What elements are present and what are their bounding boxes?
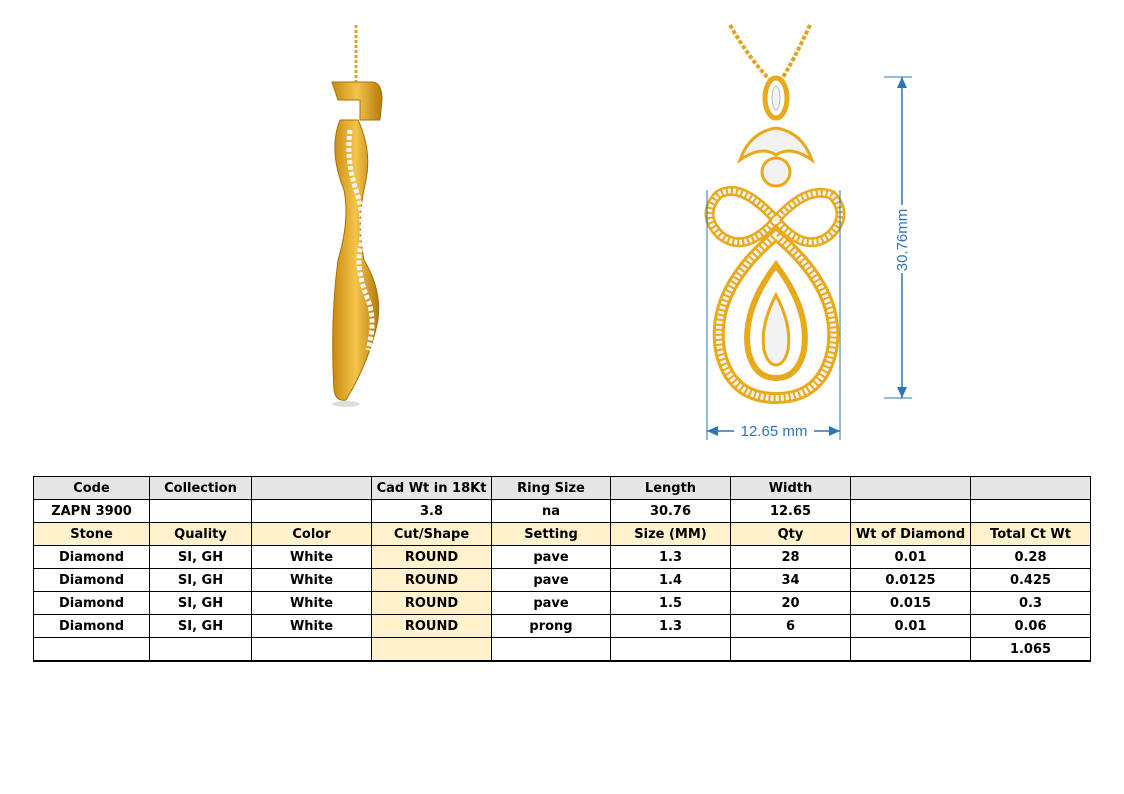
height-dimension-label: 30.76mm (894, 208, 911, 272)
header-cell: Cad Wt in 18Kt (372, 477, 492, 500)
table-cell: ROUND (372, 546, 492, 569)
table-cell: 0.01 (851, 546, 971, 569)
table-cell: 20 (731, 592, 851, 615)
table-cell: Diamond (34, 546, 150, 569)
table-cell (252, 500, 372, 523)
table-cell: White (252, 592, 372, 615)
table-cell: ROUND (372, 615, 492, 638)
table-row (34, 569, 1091, 592)
table-cell (851, 638, 971, 662)
header-cell: Wt of Diamond (851, 523, 971, 546)
width-dimension-label: 12.65 mm (740, 423, 808, 440)
table-row (34, 592, 1091, 615)
table-cell: SI, GH (150, 615, 252, 638)
table-cell: 28 (731, 546, 851, 569)
table-cell: Diamond (34, 615, 150, 638)
table-cell (150, 500, 252, 523)
header-cell: Ring Size (492, 477, 611, 500)
table-cell: ROUND (372, 592, 492, 615)
table-cell: 0.28 (971, 546, 1091, 569)
table-cell: Diamond (34, 569, 150, 592)
pendant-front-view-image (690, 20, 920, 445)
table-cell: pave (492, 546, 611, 569)
table-info-row (34, 500, 1091, 523)
table-cell: SI, GH (150, 546, 252, 569)
table-cell (150, 638, 252, 662)
table-cell: Diamond (34, 592, 150, 615)
pendant-side-view-image (320, 20, 400, 410)
table-cell: 1.4 (611, 569, 731, 592)
table-cell: 0.425 (971, 569, 1091, 592)
header-cell (971, 477, 1091, 500)
table-cell (492, 638, 611, 662)
table-cell: 1.3 (611, 546, 731, 569)
table-cell: 12.65 (731, 500, 851, 523)
header-cell: Length (611, 477, 731, 500)
total-ct-wt-cell: 1.065 (971, 638, 1091, 662)
table-cell: 0.0125 (851, 569, 971, 592)
table-cell: 0.06 (971, 615, 1091, 638)
table-cell (971, 500, 1091, 523)
table-cell: ROUND (372, 569, 492, 592)
table-cell: White (252, 615, 372, 638)
header-cell: Code (34, 477, 150, 500)
table-cell: 30.76 (611, 500, 731, 523)
specification-table (33, 476, 1091, 662)
table-cell: 0.01 (851, 615, 971, 638)
header-cell: Total Ct Wt (971, 523, 1091, 546)
table-cell (731, 638, 851, 662)
stone-header-row (34, 523, 1091, 546)
header-cell: Color (252, 523, 372, 546)
header-cell (252, 477, 372, 500)
table-cell: 0.3 (971, 592, 1091, 615)
table-cell: SI, GH (150, 592, 252, 615)
table-cell: 3.8 (372, 500, 492, 523)
table-cell: prong (492, 615, 611, 638)
table-cell: na (492, 500, 611, 523)
table-cell: ZAPN 3900 (34, 500, 150, 523)
table-cell: pave (492, 592, 611, 615)
table-cell (372, 638, 492, 662)
table-cell (611, 638, 731, 662)
table-cell: 0.015 (851, 592, 971, 615)
table-row (34, 546, 1091, 569)
table-header-row (34, 477, 1091, 500)
header-cell: Size (MM) (611, 523, 731, 546)
header-cell: Width (731, 477, 851, 500)
header-cell: Qty (731, 523, 851, 546)
table-cell: 34 (731, 569, 851, 592)
table-cell (851, 500, 971, 523)
header-cell (851, 477, 971, 500)
header-cell: Setting (492, 523, 611, 546)
table-total-row (34, 638, 1091, 662)
header-cell: Quality (150, 523, 252, 546)
table-cell: 6 (731, 615, 851, 638)
table-cell: pave (492, 569, 611, 592)
header-cell: Cut/Shape (372, 523, 492, 546)
table-row (34, 615, 1091, 638)
table-cell: White (252, 569, 372, 592)
table-cell: SI, GH (150, 569, 252, 592)
header-cell: Collection (150, 477, 252, 500)
table-cell: 1.5 (611, 592, 731, 615)
table-cell: White (252, 546, 372, 569)
table-cell (252, 638, 372, 662)
table-cell (34, 638, 150, 662)
header-cell: Stone (34, 523, 150, 546)
table-cell: 1.3 (611, 615, 731, 638)
